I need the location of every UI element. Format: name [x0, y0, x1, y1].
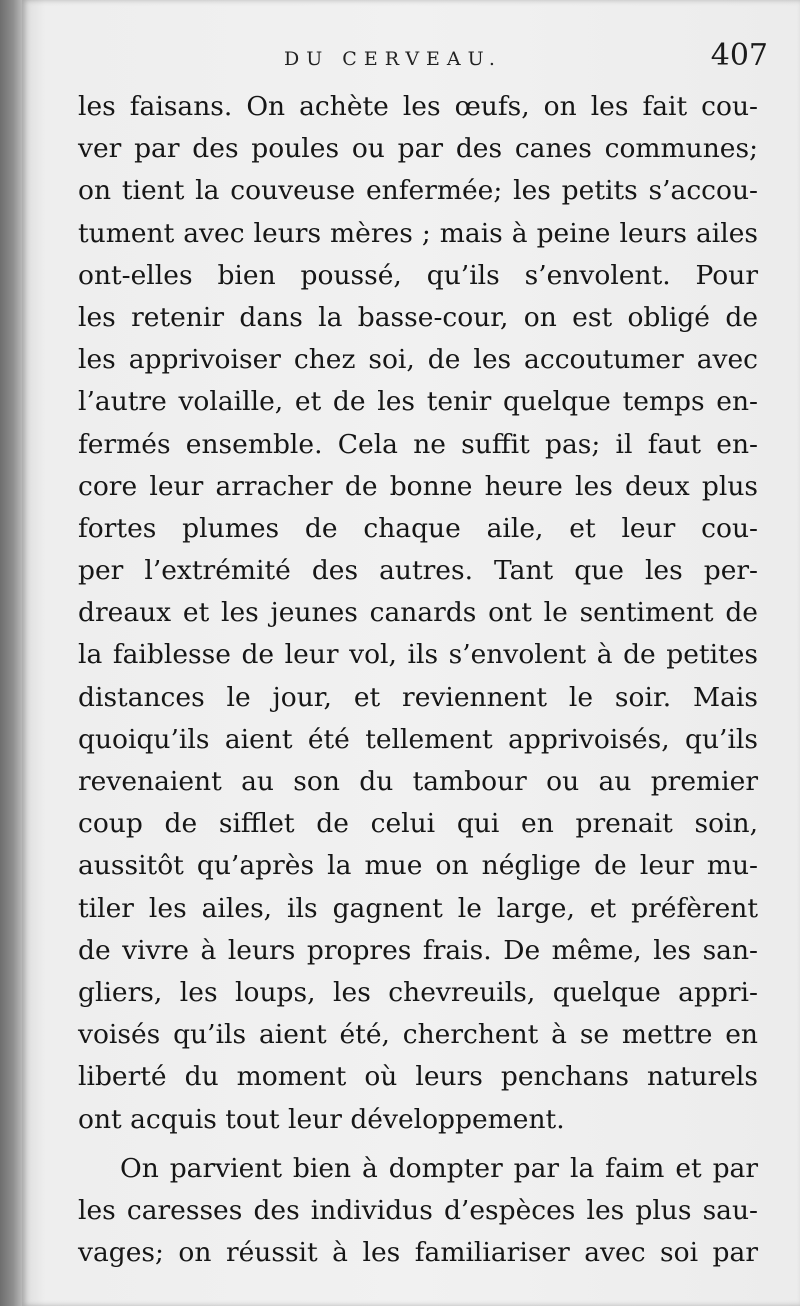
- body-text: [78, 86, 758, 1274]
- text-line: revenaient au son du tambour ou au premier: [78, 766, 758, 797]
- text-line: distances le jour, et reviennent le soir. Mais: [78, 681, 758, 713]
- text-line: per l’extrémité des autres. Tant que les per-: [78, 555, 758, 587]
- paragraph: [78, 1148, 758, 1275]
- text-line: de vivre à leurs propres frais. De même, les san-: [78, 934, 758, 966]
- text-line: dreaux et les jeunes canards ont le sentiment de: [78, 597, 758, 629]
- text-line: vages; on réussit à les familiariser avec soi par: [78, 1237, 758, 1269]
- text-line: aussitôt qu’après la mue on néglige de leur mu-: [78, 850, 758, 882]
- text-line: les faisans. On achète les œufs, on les fait cou-: [78, 91, 758, 122]
- text-line: voisés qu’ils aient été, cherchent à se mettre en: [78, 1019, 758, 1051]
- page-number: 407: [710, 38, 768, 73]
- paragraph: [78, 86, 758, 1141]
- text-line: les retenir dans la basse-cour, on est obligé de: [78, 301, 758, 333]
- paragraph-gap: [78, 1141, 758, 1148]
- page-edge-shadow: [0, 0, 22, 1306]
- text-line: tiler les ailes, ils gagnent le large, et préfèrent: [78, 892, 758, 924]
- text-line: les caresses des individus d’espèces les plus sau-: [78, 1194, 758, 1226]
- text-line: fermés ensemble. Cela ne suffit pas; il faut en-: [78, 428, 758, 460]
- text-line: on tient la couveuse enfermée; les petits s’accou-: [78, 175, 758, 207]
- text-line: On parvient bien à dompter par la faim et par: [120, 1152, 758, 1184]
- text-line: tument avec leurs mères ; mais à peine leurs ailes: [78, 217, 758, 249]
- text-line: fortes plumes de chaque aile, et leur cou-: [78, 512, 758, 544]
- text-line: la faiblesse de leur vol, ils s’envolent à de petites: [78, 639, 758, 671]
- text-line: ver par des poules ou par des canes communes;: [78, 133, 758, 165]
- text-line: core leur arracher de bonne heure les deux plus: [78, 470, 758, 502]
- running-head: DU CERVEAU.: [284, 48, 502, 70]
- text-line: ont acquis tout leur développement.: [78, 1103, 565, 1135]
- text-line: l’autre volaille, et de les tenir quelque temps en-: [78, 386, 758, 418]
- text-line: coup de sifflet de celui qui en prenait soin,: [78, 808, 758, 840]
- text-line: ont-elles bien poussé, qu’ils s’envolent. Pour: [78, 259, 758, 291]
- text-line: les apprivoiser chez soi, de les accoutumer avec: [78, 344, 758, 376]
- text-line: liberté du moment où leurs penchans naturels: [78, 1061, 758, 1093]
- page-header: [0, 34, 800, 84]
- text-line: quoiqu’ils aient été tellement apprivoisés, qu’ils: [78, 723, 758, 755]
- text-line: gliers, les loups, les chevreuils, quelque appri-: [78, 976, 758, 1008]
